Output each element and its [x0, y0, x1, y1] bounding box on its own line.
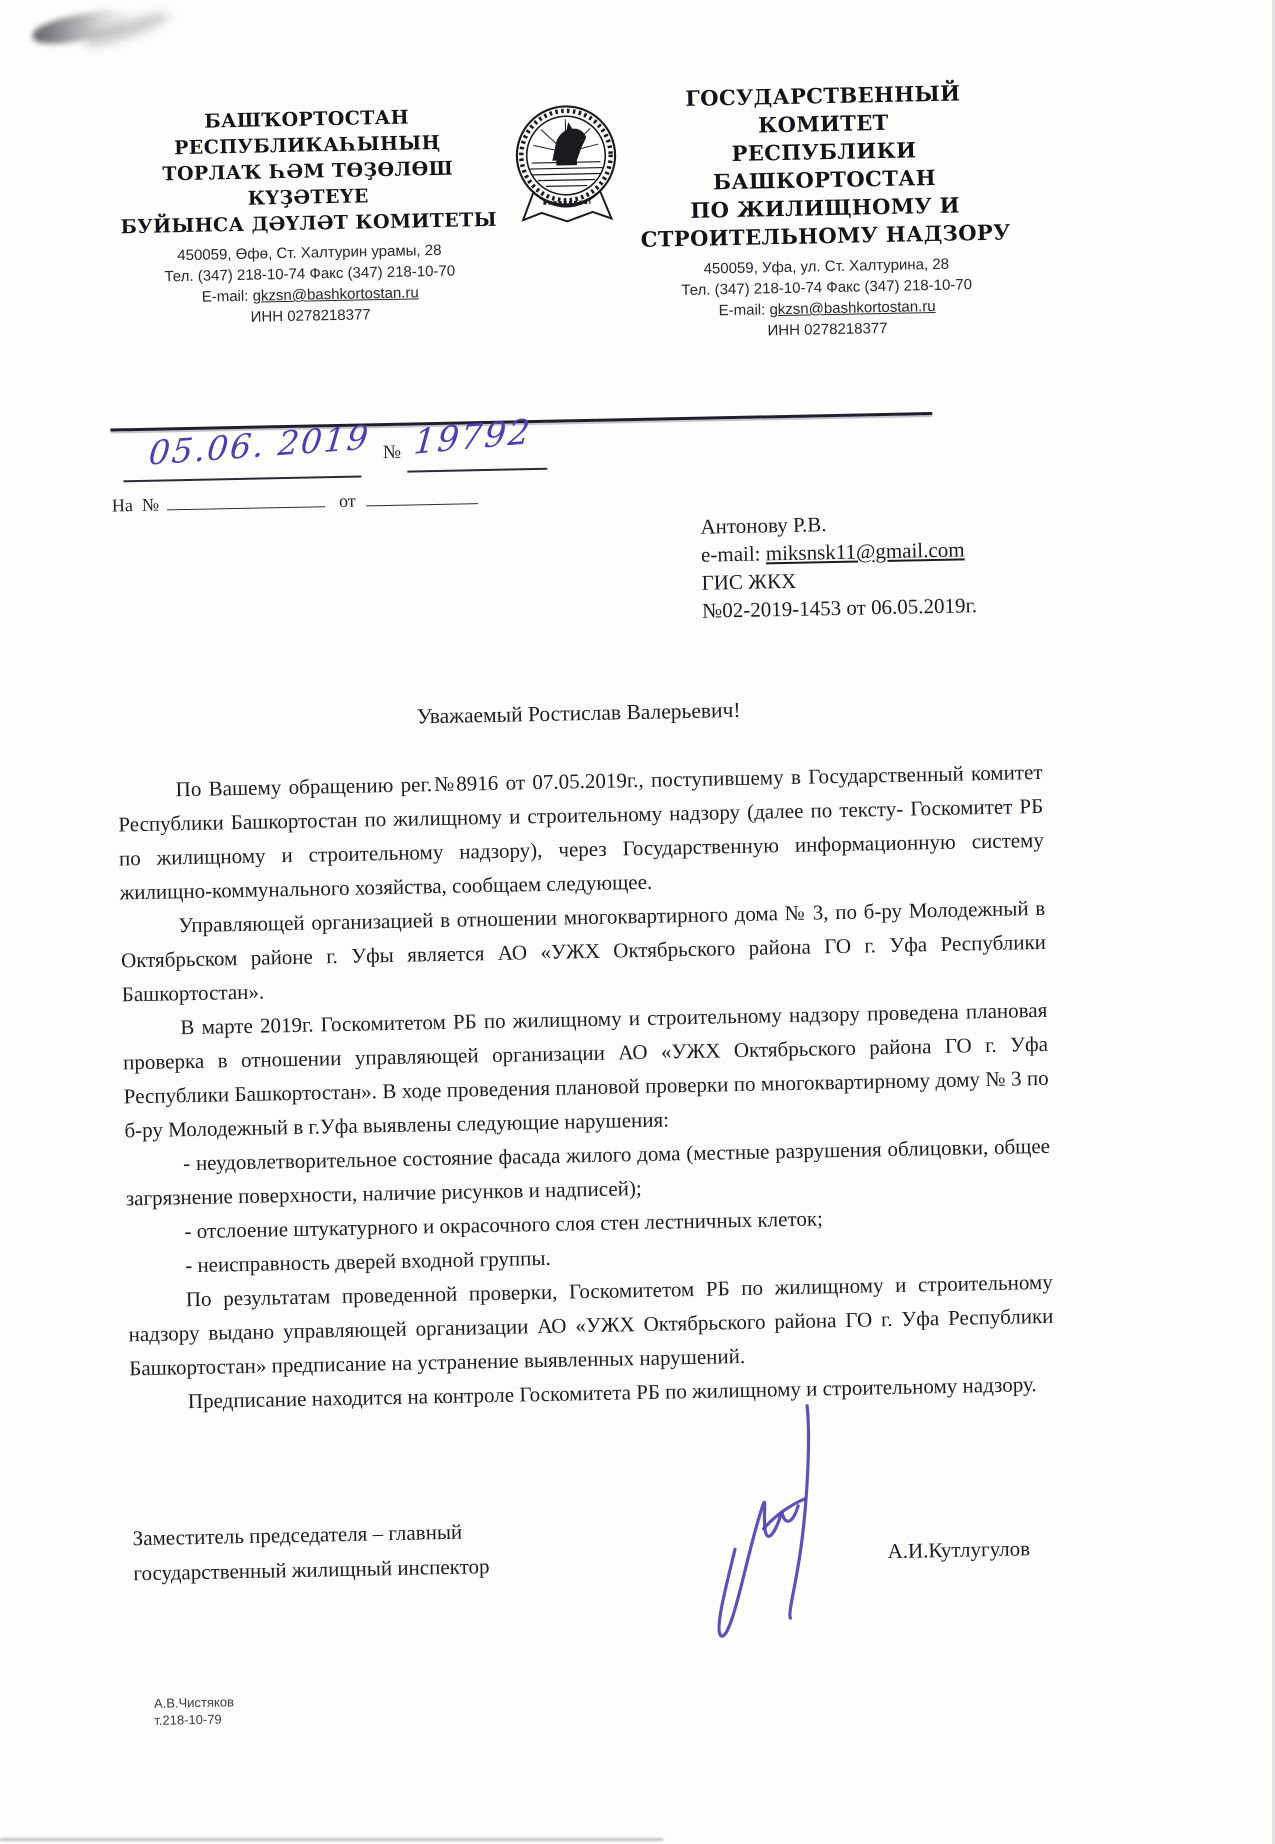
org-title-line: БАШҠОРТОСТАН РЕСПУБЛИКАҺЫНЫҢ: [173, 106, 441, 160]
recipient-email-label: e-mail:: [700, 541, 761, 567]
org-title-line: ГОСУДАРСТВЕННЫЙ КОМИТЕТ: [685, 80, 961, 138]
recipient-system: ГИС ЖКХ: [701, 568, 797, 595]
reply-prefix: На №: [111, 494, 160, 516]
org-email: gkzsn@bashkortostan.ru: [769, 297, 936, 319]
paragraph: Управляющей организацией в отношении многоквартирного дома № 3, по б-ру Молодежный в Октябрьском районе г. Уфы является АО «УЖХ Октябрьского района ГО г. Уфа Республики Башкортостан».: [120, 895, 1047, 1007]
reply-date-blank: [365, 487, 477, 506]
org-title-line: ТОРЛАҠ ҺӘМ ТӨҘӨЛӨШ КҮҘӘТЕҮЕ: [162, 157, 454, 210]
org-title-bashkir: [104, 102, 512, 240]
reply-from-label: от: [338, 490, 356, 511]
reply-number-blank: [167, 490, 325, 510]
recipient-name: Антонову Р.В.: [700, 512, 827, 539]
scan-bottom-edge: [0, 1838, 663, 1841]
paragraph: По Вашему обращению рег.№8916 от 07.05.2019г., поступившему в Государственный комитет Республики Башкортостан по жилищному и строительному надзору (далее по тексту- Госкомитет РБ по жилищному и строительному надзору), через Государственную информационную систему жилищно-коммунального хозяйства, сообщаем следующее.: [118, 759, 1045, 905]
org-inn: ИНН 0278218377: [250, 306, 371, 326]
recipient-reference: №02-2019-1453 от 06.05.2019г.: [701, 593, 978, 623]
signature-autograph-icon: [705, 1399, 862, 1652]
paragraph: Предписание находится на контроле Госкомитета РБ по жилищному и строительному надзору.: [187, 1372, 1037, 1414]
org-address: 450059, Өфө, Ст. Халтурин урамы, 28: [177, 241, 442, 265]
org-contacts-left: [107, 238, 514, 330]
org-address: 450059, Уфа, ул. Ст. Халтурина, 28: [703, 255, 950, 278]
email-label: E-mail:: [201, 287, 249, 306]
org-title-line: РЕСПУБЛИКИ БАШКОРТОСТАН: [712, 137, 937, 195]
recipient-block: [700, 506, 1039, 625]
handwritten-outgoing-number: 19792: [412, 411, 534, 463]
salutation: Уважаемый Ростислав Валерьевич!: [416, 697, 741, 729]
signer-position-line: государственный жилищный инспектор: [133, 1554, 490, 1586]
email-label: E-mail:: [718, 301, 766, 320]
org-title-russian: [621, 78, 1028, 254]
executor-note: [154, 1677, 1061, 1729]
letterhead-left-bashkir: [104, 102, 513, 330]
violation-item: - неудовлетворительное состояние фасада жилого дома (местные разрушения облицовки, общее загрязнение поверхности, наличие рисунков и надписей);: [125, 1133, 1051, 1211]
date-underline: [123, 476, 361, 483]
paragraph: В марте 2019г. Госкомитетом РБ по жилищному и строительному надзору проведена плановая проверка в отношении управляющей организации АО «УЖХ Октябрьского района ГО г. Уфа Республики Башкортостан». В ходе проведения плановой проверки по многоквартирному дому № 3 по б-ру Молодежный в г.Уфа выявлены следующие нарушения:: [122, 997, 1049, 1143]
bashkortostan-emblem-icon: [509, 86, 624, 233]
number-sign: №: [382, 441, 402, 464]
executor-name: А.В.Чистяков: [153, 1694, 235, 1711]
org-phone: Тел. (347) 218-10-74 Факс (347) 218-10-70: [164, 262, 456, 286]
org-title-line: БУЙЫНСА ДӘҮЛӘТ КОМИТЕТЫ: [120, 208, 498, 239]
letterhead: [104, 78, 1034, 355]
violation-item: - неисправность дверей входной группы.: [184, 1245, 551, 1278]
paragraph: По результатам проведенной проверки, Госкомитетом РБ по жилищному и строительному надзору выдано управляющей организации АО «УЖХ Октябрьского района ГО г. Уфа Республики Башкортостан» предписание на устранение выявленных нарушений.: [128, 1269, 1054, 1381]
signer-position: [132, 1512, 603, 1591]
handwritten-date: 05.06. 2019: [147, 417, 372, 473]
org-title-line: СТРОИТЕЛЬНОМУ НАДЗОРУ: [640, 219, 1011, 252]
reply-reference-row: [112, 487, 478, 516]
executor-phone: т.218-10-79: [154, 1711, 222, 1728]
signature-block: [132, 1493, 1058, 1592]
org-title-line: ПО ЖИЛИЩНОМУ И: [690, 192, 961, 223]
reference-block: [110, 404, 1037, 523]
org-contacts-right: [624, 252, 1030, 344]
signer-position-line: Заместитель председателя – главный: [132, 1519, 463, 1551]
org-phone: Тел. (347) 218-10-74 Факс (347) 218-10-70: [681, 276, 973, 300]
letterhead-right-russian: [621, 78, 1034, 344]
violation-item: - отслоение штукатурного и окрасочного слоя стен лестничных клеток;: [184, 1206, 824, 1244]
org-inn: ИНН 0278218377: [767, 319, 888, 340]
number-underline: [407, 468, 547, 473]
signer-name: А.И.Кутлугулов: [887, 1536, 1031, 1564]
org-email: gkzsn@bashkortostan.ru: [252, 284, 419, 305]
recipient-email: miksnsk11@gmail.com: [765, 537, 965, 566]
letter-body: [117, 755, 1055, 1419]
